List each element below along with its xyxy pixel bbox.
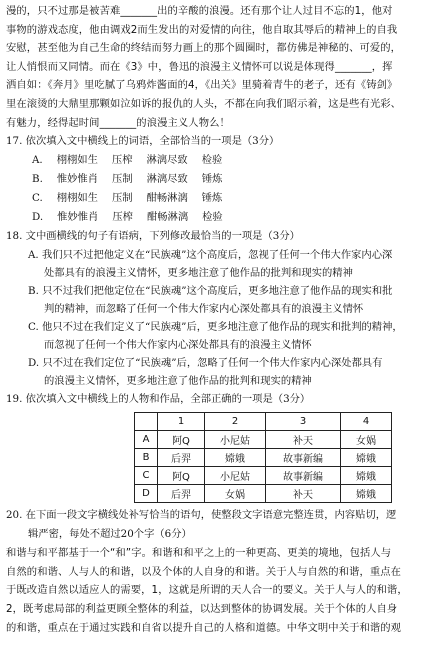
table-cell: 故事新编 xyxy=(266,467,341,485)
table-cell: 嫦娥 xyxy=(341,449,392,467)
passage-line: 让人悄恨而又同情。而在《3》中，鲁迅的浪漫主义情怀可以说是体现得_______，挥 xyxy=(6,60,393,73)
option-word: 淋漓尽致 xyxy=(146,154,188,167)
option-word: 惟妙惟肖 xyxy=(57,211,99,224)
option-b[interactable] xyxy=(28,282,442,318)
question-stem: 19. 依次填入文中横线上的人物和作品，全部正确的一项是（3分） xyxy=(6,393,311,406)
option-word: 锤炼 xyxy=(201,173,223,186)
option-a[interactable] xyxy=(32,151,442,170)
option-letter: A. xyxy=(32,154,43,167)
passage-line: 的和谐，重点在于通过实践和自省以提升自己的人格和道德。中华文明中关于和谐的观 xyxy=(6,621,402,634)
passage-line: 洒自如：《奔月》里吃腻了乌鸦炸酱面的4，《出关》里骑着青牛的老子，还有《铸剑》 xyxy=(6,79,398,92)
option-word: 锤炼 xyxy=(201,192,223,205)
question-stem: 20. 在下面一段文字横线处补写恰当的语句，使整段文字语意完整连贯，内容贴切，逻 xyxy=(6,509,397,522)
passage-line: 2，既考虑局部的利益更顾全整体的利益，以达到整体的协调发展。关于个体的人自身 xyxy=(6,602,398,615)
option-c[interactable] xyxy=(32,189,442,208)
option-d[interactable] xyxy=(28,354,442,390)
passage-line: 自然的和谐、人与人的和谐，以及个体的人自身的和谐。关于人与自然的和谐，重点在 xyxy=(6,565,402,578)
passage-top xyxy=(6,2,442,132)
table-cell: 阿Q xyxy=(158,431,205,449)
table-cell: 2 xyxy=(205,413,266,431)
table-cell: 嫦娥 xyxy=(205,449,266,467)
option-word: 酣畅淋漓 xyxy=(146,211,189,224)
option-word: 压榨 xyxy=(112,211,133,224)
table-row[interactable] xyxy=(135,485,392,503)
table-cell: 嫦娥 xyxy=(341,485,392,503)
table-cell: 嫦娥 xyxy=(341,467,392,485)
option-text: A. 我们只不过把他定义在“民族魂”这个高度后，忽视了任何一个伟大作家内心深 xyxy=(28,249,393,262)
answer-table xyxy=(134,412,392,503)
option-word: 酣畅淋漓 xyxy=(146,192,188,205)
table-cell: 后羿 xyxy=(158,449,205,467)
question-18 xyxy=(6,227,442,390)
passage-line: 和谐与和平都基于一个“和”字。和谐和和平之上的一种更高、更美的境地，包括人与 xyxy=(6,547,392,560)
option-letter: D. xyxy=(32,211,44,224)
table-row[interactable] xyxy=(135,449,392,467)
passage-line: 有魅力，经得起时间_______的浪漫主义人物么！ xyxy=(6,116,230,129)
passage-line: 事物的游戏态度，他由调戏2而生发出的对爱情的向往，他自取其辱后的精神上的自我 xyxy=(6,23,398,36)
table-cell: 后羿 xyxy=(158,485,205,503)
table-cell: 阿Q xyxy=(158,467,205,485)
table-cell: 补天 xyxy=(266,485,341,503)
question-20 xyxy=(6,506,442,637)
table-cell: 小尼姑 xyxy=(205,431,266,449)
table-cell: A xyxy=(135,431,158,449)
table-row[interactable] xyxy=(135,467,392,485)
table-cell: D xyxy=(135,485,158,503)
passage-line: 于既改造自然以适应人的需要，1，这就是所谓的天人合一的要义。关于人与人的和谐， xyxy=(6,584,408,597)
passage-line: 安慰，甚至他为自己生命的终结而努力画上的那个圆圈时，都仿佛是神秘的、可爱的， xyxy=(6,42,402,55)
question-17 xyxy=(6,132,442,227)
passage-line: 漫的，只不过那是被苦难_______出的辛酸的浪漫。还有那个让人过目不忘的1，他对 xyxy=(6,5,393,17)
option-text: 的浪漫主义情怀，更多地注意了他作品的批判和现实的精神 xyxy=(44,375,312,388)
option-c[interactable] xyxy=(28,318,442,354)
option-text: C. 他只不过在我们定义了“民族魂”后，更多地注意了他作品的现实和批判的精神， xyxy=(28,321,403,334)
option-word: 栩栩如生 xyxy=(56,154,98,167)
table-cell: 补天 xyxy=(266,431,341,449)
option-a[interactable] xyxy=(28,246,442,282)
table-cell: 1 xyxy=(158,413,205,431)
table-cell: 3 xyxy=(266,413,341,431)
table-cell: 小尼姑 xyxy=(205,467,266,485)
option-text: 而忽视了任何一个伟大作家内心深处都具有的浪漫主义情怀 xyxy=(44,339,312,352)
option-word: 惟妙惟肖 xyxy=(56,173,99,186)
option-text: D. 只不过在我们定位了“民族魂”后，忽略了任何一个伟大作家内心深处都具有 xyxy=(28,357,383,370)
table-header-row xyxy=(135,413,392,431)
table-cell: 女娲 xyxy=(205,485,266,503)
question-stem: 辑严密，每处不超过20个字（6分） xyxy=(28,528,192,541)
option-text: 判的精神，而忽略了任何一个伟大作家内心深处都具有的浪漫主义情怀 xyxy=(44,303,364,316)
option-word: 压制 xyxy=(111,192,133,205)
option-text: 处都具有的浪漫主义情怀，更多地注意了他作品的批判和现实的精神 xyxy=(44,267,353,280)
table-cell: C xyxy=(135,467,158,485)
table-cell: 4 xyxy=(341,413,392,431)
option-word: 压榨 xyxy=(111,154,133,167)
option-d[interactable] xyxy=(32,208,442,227)
table-cell: 女娲 xyxy=(341,431,392,449)
option-letter: C. xyxy=(32,192,43,205)
option-word: 检验 xyxy=(202,211,223,224)
option-word: 淋漓尽致 xyxy=(146,173,188,186)
table-cell: 故事新编 xyxy=(266,449,341,467)
question-stem: 18. 文中画横线的句子有语病，下列修改最恰当的一项是（3分） xyxy=(6,230,300,243)
option-word: 压制 xyxy=(112,173,133,186)
table-cell xyxy=(135,413,158,431)
option-word: 检验 xyxy=(201,154,223,167)
option-letter: B. xyxy=(32,173,43,186)
table-cell: B xyxy=(135,449,158,467)
option-word: 栩栩如生 xyxy=(56,192,98,205)
option-b[interactable] xyxy=(32,170,442,189)
passage-line: 里在滚烫的大鼎里那颗如泣如诉的报仇的人头，不都在向我们昭示着，这是些有光彩、 xyxy=(6,97,402,110)
table-row[interactable] xyxy=(135,431,392,449)
question-stem: 17. 依次填入文中横线上的词语，全部恰当的一项是（3分） xyxy=(6,135,280,148)
question-19 xyxy=(6,390,442,503)
option-text: B. 只不过我们把他定位在“民族魂”这个高度后，更多地注意了他作品的现实和批 xyxy=(28,285,393,298)
